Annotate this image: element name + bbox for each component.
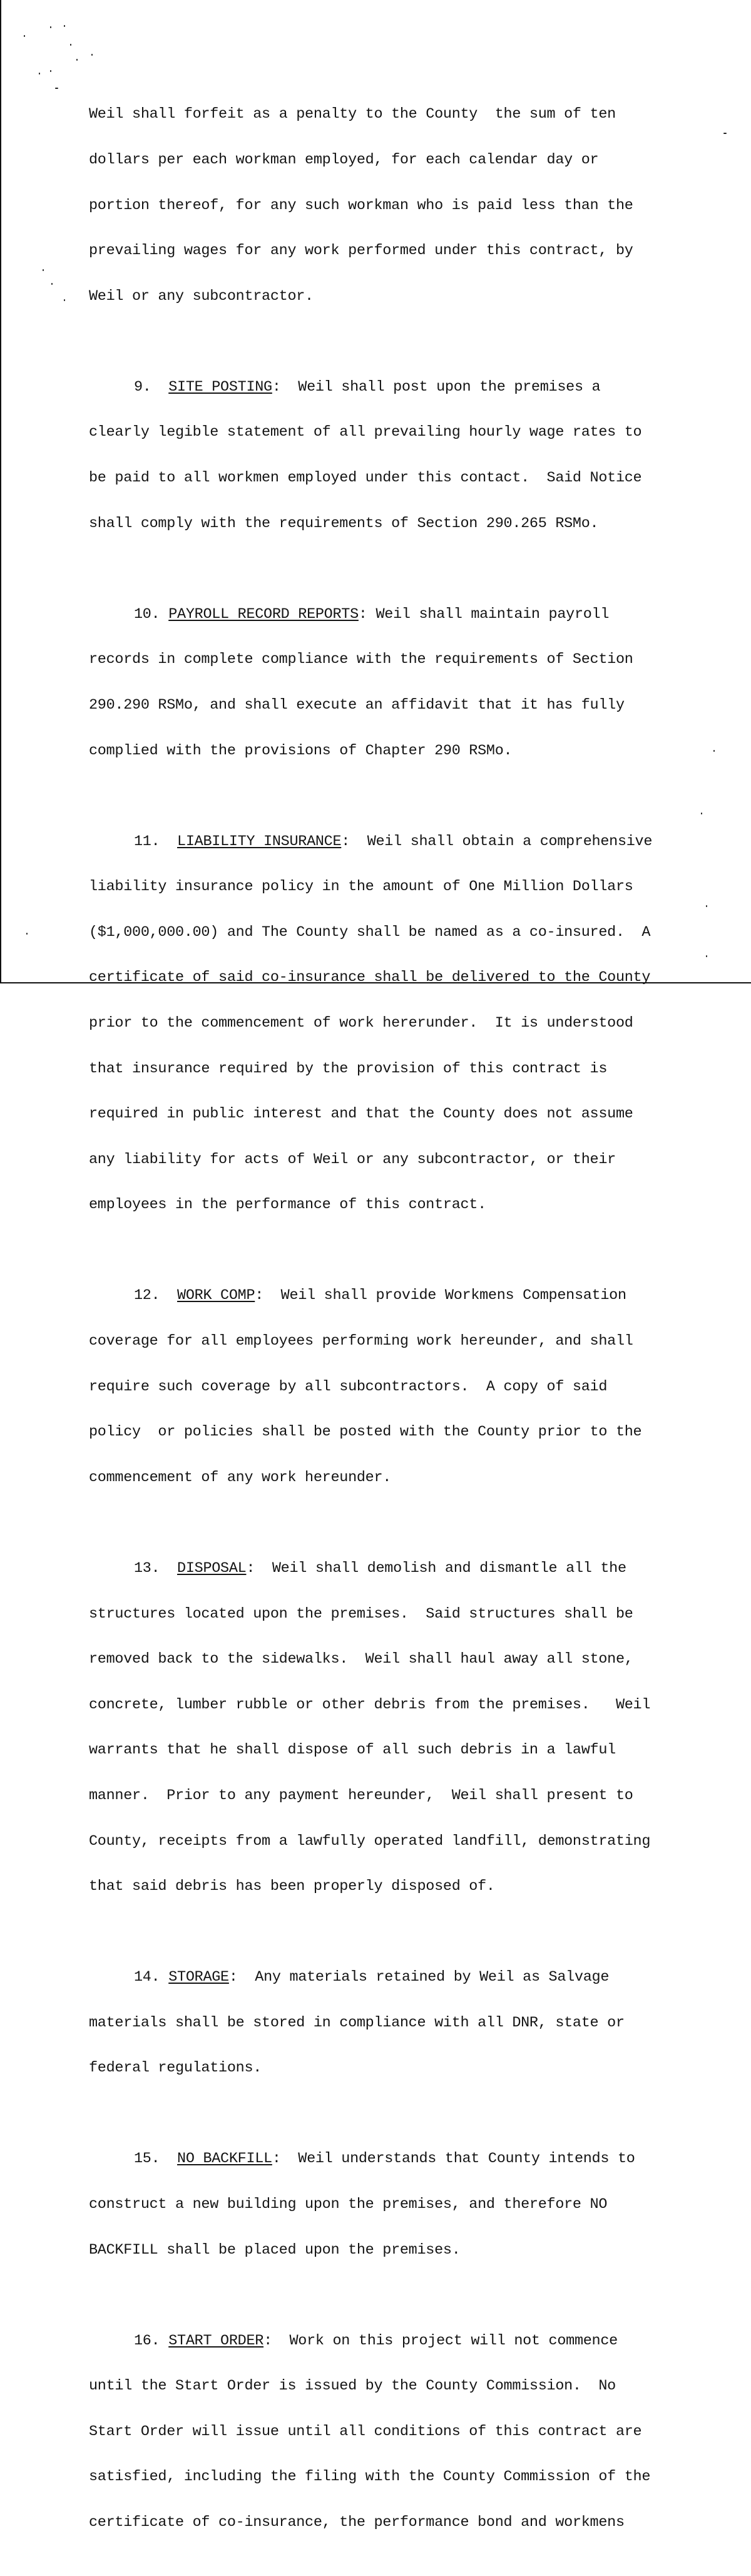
text-line: satisfied, including the filing with the County Commission of the [89, 2468, 651, 2486]
section-heading: STORAGE [168, 1969, 229, 1986]
text-line: until the Start Order is issued by the County Commission. No [89, 2378, 616, 2395]
section-9-site-posting [89, 349, 677, 562]
text-line: warrants that he shall dispose of all such debris in a lawful [89, 1742, 616, 1759]
scan-speck [91, 54, 93, 56]
text-line: : Any materials retained by Weil as Salvage [228, 1969, 610, 1986]
section-13-disposal [89, 1531, 677, 1924]
scan-speck [76, 59, 78, 61]
section-heading: LIABILITY INSURANCE [177, 833, 342, 850]
section-heading: SITE POSTING [168, 378, 272, 396]
section-heading: PAYROLL RECORD REPORTS [168, 605, 359, 623]
scan-speck [50, 70, 51, 72]
scan-speck [43, 269, 44, 271]
section-14-storage [89, 1940, 677, 2106]
scan-speck [706, 905, 707, 907]
text-line: dollars per each workman employed, for each calendar day or [89, 151, 599, 169]
text-line: prevailing wages for any work performed under this contract, by [89, 242, 633, 260]
text-line: portion thereof, for any such workman who is paid less than the [89, 197, 633, 214]
section-heading: WORK COMP [177, 1287, 255, 1305]
text-line: concrete, lumber rubble or other debris from the premises. Weil [89, 1696, 651, 1713]
text-line: clearly legible statement of all prevailing hourly wage rates to [89, 424, 642, 441]
section-number: 14. [134, 1969, 160, 1986]
text-line: commencement of any work hereunder. [89, 1469, 392, 1486]
section-number: 15. [134, 2150, 160, 2168]
section-16-start-order [89, 2303, 677, 2560]
text-line: : Work on this project will not commence [263, 2332, 618, 2349]
section-number: 11. [134, 833, 160, 850]
scan-speck [26, 933, 28, 935]
text-line: require such coverage by all subcontractors. A copy of said [89, 1378, 608, 1395]
text-line: : Weil shall provide Workmens Compensation [255, 1287, 626, 1305]
text-line: structures located upon the premises. Said structures shall be [89, 1605, 633, 1623]
scan-speck [55, 88, 58, 89]
text-line: shall comply with the requirements of Section 290.265 RSMo. [89, 515, 599, 532]
document-body [89, 77, 677, 2576]
section-number: 16. [134, 2332, 160, 2349]
text-line: complied with the provisions of Chapter 290 RSMo. [89, 742, 513, 759]
text-line: materials shall be stored in compliance with all DNR, state or [89, 2014, 625, 2031]
scan-speck [64, 25, 65, 27]
text-line: : Weil shall maintain payroll [358, 605, 610, 623]
scan-speck [706, 955, 707, 957]
scan-speck [39, 73, 40, 74]
text-line: ($1,000,000.00) and The County shall be named as a co-insured. A [89, 923, 651, 941]
text-line: Start Order will issue until all conditions of this contract are [89, 2423, 642, 2440]
text-line: liability insurance policy in the amount of One Million Dollars [89, 878, 633, 896]
text-line: : Weil understands that County intends to [272, 2150, 635, 2168]
text-line: BACKFILL shall be placed upon the premises. [89, 2241, 461, 2259]
text-line: manner. Prior to any payment hereunder, Weil shall present to [89, 1787, 633, 1804]
text-line: that said debris has been properly disposed of. [89, 1878, 495, 1896]
text-line: coverage for all employees performing work hereunder, and shall [89, 1333, 633, 1350]
text-line: removed back to the sidewalks. Weil shall haul away all stone, [89, 1651, 633, 1668]
scan-speck [24, 35, 25, 37]
text-line: that insurance required by the provision of this contract is [89, 1060, 608, 1077]
text-line: prior to the commencement of work hererunder. It is understood [89, 1014, 633, 1032]
text-line: : Weil shall demolish and dismantle all the [246, 1559, 626, 1577]
text-line: : Weil shall obtain a comprehensive [341, 833, 653, 850]
text-line: Weil shall forfeit as a penalty to the County the sum of ten [89, 106, 616, 123]
scan-speck [713, 750, 715, 752]
section-10-payroll-record-reports [89, 577, 677, 789]
text-line: Weil or any subcontractor. [89, 287, 314, 305]
scan-speck [64, 299, 65, 301]
text-line: construct a new building upon the premises, and therefore NO [89, 2196, 608, 2214]
text-line: employees in the performance of this contract. [89, 1196, 486, 1214]
text-line: County, receipts from a lawfully operated landfill, demonstrating [89, 1832, 651, 1850]
text-line: certificate of said co-insurance shall be delivered to the County [89, 969, 651, 987]
text-line: required in public interest and that the County does not assume [89, 1106, 633, 1123]
scan-speck [50, 26, 51, 28]
text-line: policy or policies shall be posted with the County prior to the [89, 1424, 642, 1441]
section-heading: START ORDER [168, 2332, 264, 2349]
section-heading: DISPOSAL [177, 1559, 247, 1577]
text-line: : Weil shall post upon the premises a [272, 378, 601, 396]
text-line: certificate of co-insurance, the performance bond and workmens [89, 2514, 625, 2532]
section-heading: NO BACKFILL [177, 2150, 272, 2168]
text-line: 290.290 RSMo, and shall execute an affidavit that it has fully [89, 696, 625, 714]
text-line: be paid to all workmen employed under this contact. Said Notice [89, 470, 642, 487]
section-12-work-comp [89, 1258, 677, 1516]
section-number: 12. [134, 1287, 160, 1305]
scan-speck [701, 813, 702, 814]
section-number: 13. [134, 1559, 160, 1577]
intro-paragraph [89, 77, 677, 334]
text-line: any liability for acts of Weil or any subcontractor, or their [89, 1151, 616, 1168]
text-line: federal regulations. [89, 2060, 262, 2077]
text-line: records in complete compliance with the requirements of Section [89, 651, 633, 669]
section-11-liability-insurance [89, 804, 677, 1243]
section-number: 10. [134, 605, 160, 623]
scan-speck [70, 44, 71, 46]
section-15-no-backfill [89, 2122, 677, 2288]
scan-speck [51, 283, 53, 285]
scan-speck [723, 133, 727, 134]
section-number: 9. [134, 378, 151, 396]
